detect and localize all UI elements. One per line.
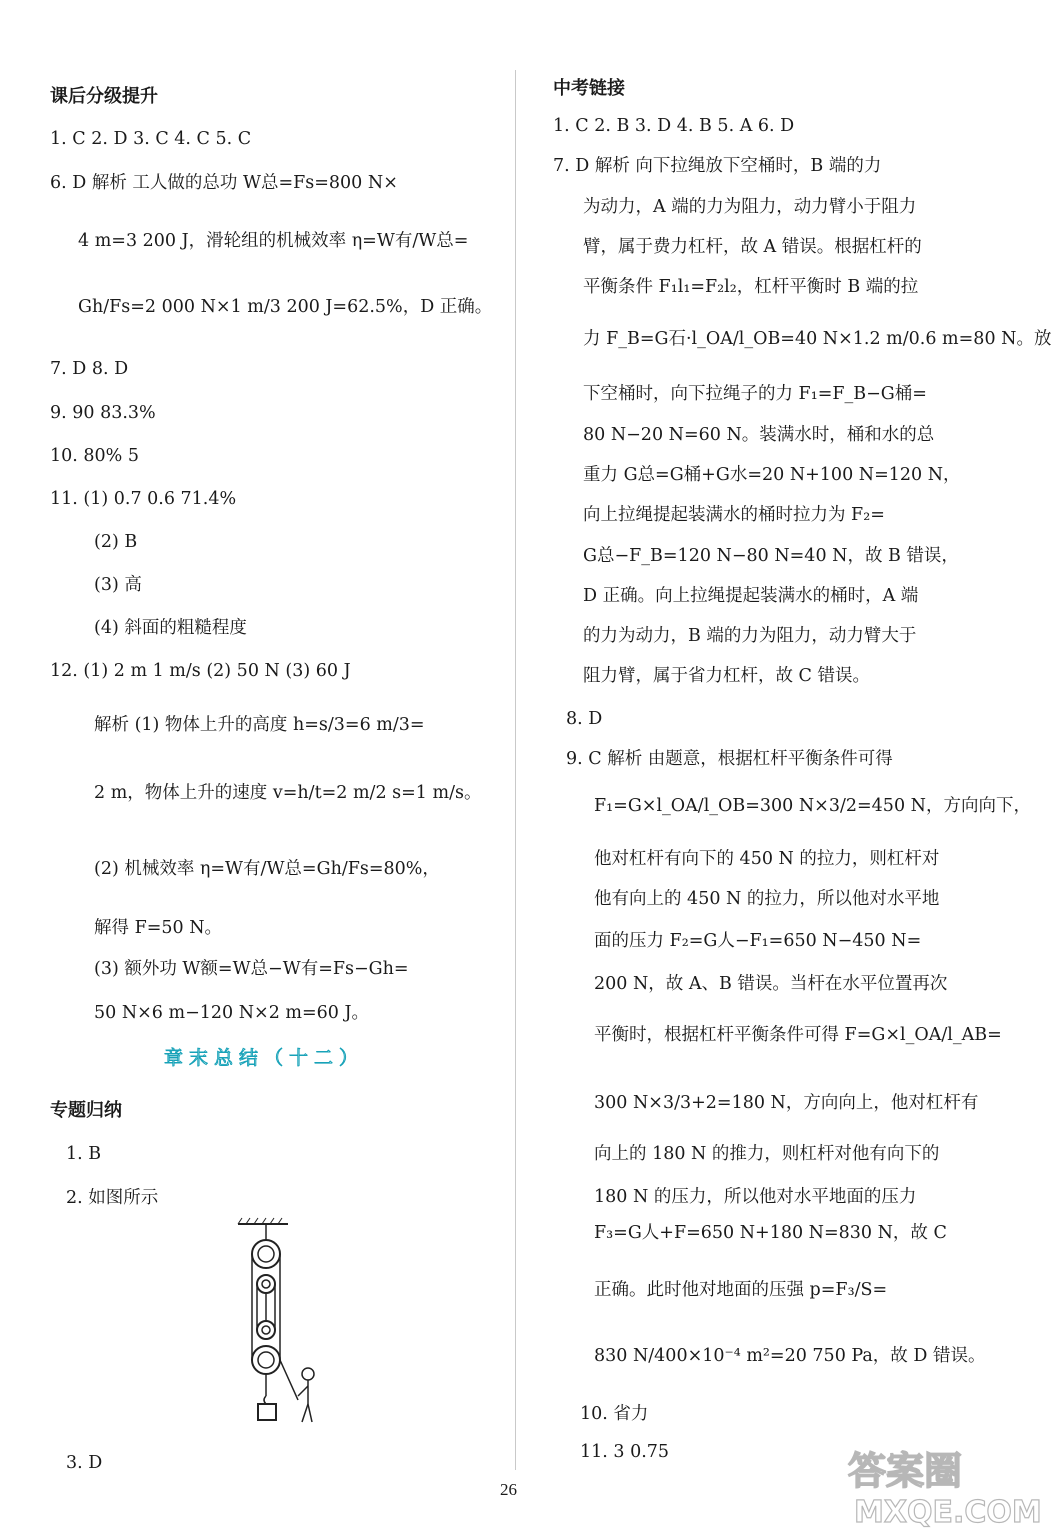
answer-line: 他对杠杆有向下的 450 N 的拉力，则杠杆对 <box>594 849 940 869</box>
answer-line: 9. 90 83.3% <box>50 403 156 423</box>
answer-line: 300 N×3/3+2=180 N，方向向上，他对杠杆有 <box>594 1093 979 1113</box>
answer-line: 7. D 解析 向下拉绳放下空桶时，B 端的力 <box>553 156 882 176</box>
answer-line: 的力为动力，B 端的力为阻力，动力臂大于 <box>583 626 917 646</box>
answer-line: 向上的 180 N 的推力，则杠杆对他有向下的 <box>594 1144 940 1164</box>
answer-line: 7. D 8. D <box>50 359 129 379</box>
answer-line: 力 F_B=G石·l_OA/l_OB=40 N×1.2 m/0.6 m=80 N。放 <box>583 329 1051 349</box>
answer-line: 8. D <box>566 709 603 729</box>
answer-line: (3) 高 <box>94 575 142 595</box>
answer-line: 9. C 解析 由题意，根据杠杆平衡条件可得 <box>566 749 893 769</box>
page-number: 26 <box>500 1480 517 1499</box>
answer-line: 2. 如图所示 <box>66 1188 159 1208</box>
answer-line: G总−F_B=120 N−80 N=40 N，故 B 错误， <box>583 546 959 566</box>
answer-line: (3) 额外功 W额=W总−W有=Fs−Gh= <box>94 959 409 979</box>
answer-line: 180 N 的压力，所以他对水平地面的压力 <box>594 1187 917 1207</box>
svg-text:MXQE.COM: MXQE.COM <box>854 1495 1042 1530</box>
answer-line: 解得 F=50 N。 <box>94 918 223 938</box>
answer-line: 为动力，A 端的力为阻力，动力臂小于阻力 <box>583 197 917 217</box>
answer-line: 平衡时，根据杠杆平衡条件可得 F=G×l_OA/l_AB= <box>594 1025 1002 1045</box>
answer-line: D 正确。向上拉绳提起装满水的桶时，A 端 <box>583 586 919 606</box>
answer-line: 面的压力 F₂=G人−F₁=650 N−450 N= <box>594 931 922 951</box>
answer-line: 80 N−20 N=60 N。装满水时，桶和水的总 <box>583 425 935 445</box>
section-heading-zhuanti: 专题归纳 <box>50 1100 122 1121</box>
chapter-title: 章末总结（十二） <box>164 1047 365 1069</box>
answer-line: 830 N/400×10⁻⁴ m²=20 750 Pa，故 D 错误。 <box>594 1346 986 1366</box>
answer-line: 解析 (1) 物体上升的高度 h=s/3=6 m/3= <box>94 715 425 735</box>
answer-line: (2) 机械效率 η=W有/W总=Gh/Fs=80%， <box>94 859 440 879</box>
answer-line: 阻力臂，属于省力杠杆，故 C 错误。 <box>583 666 871 686</box>
section-heading-zhongkao: 中考链接 <box>553 78 625 99</box>
svg-text:答案圈: 答案圈 <box>848 1449 963 1493</box>
answer-line: 臂，属于费力杠杆，故 A 错误。根据杠杆的 <box>583 237 922 257</box>
answer-line: (4) 斜面的粗糙程度 <box>94 618 247 638</box>
answer-line: 向上拉绳提起装满水的桶时拉力为 F₂= <box>583 505 885 525</box>
answer-line: Gh/Fs=2 000 N×1 m/3 200 J=62.5%，D 正确。 <box>78 297 493 317</box>
answer-line: 1. C 2. B 3. D 4. B 5. A 6. D <box>553 116 795 136</box>
answer-line: 平衡条件 F₁l₁=F₂l₂，杠杆平衡时 B 端的拉 <box>583 277 919 297</box>
answer-line: 他有向上的 450 N 的拉力，所以他对水平地 <box>594 889 940 909</box>
answer-line: (2) B <box>94 532 138 552</box>
column-divider <box>515 70 516 1470</box>
pulley-system-figure <box>236 1218 326 1428</box>
answer-line: 4 m=3 200 J，滑轮组的机械效率 η=W有/W总= <box>78 231 469 251</box>
answer-line: 1. B <box>66 1144 102 1164</box>
answer-line: 重力 G总=G桶+G水=20 N+100 N=120 N， <box>583 465 961 485</box>
section-heading-kehou: 课后分级提升 <box>50 86 158 107</box>
answer-line: 正确。此时他对地面的压强 p=F₃/S= <box>594 1280 888 1300</box>
answer-line: 200 N，故 A、B 错误。当杆在水平位置再次 <box>594 974 948 994</box>
answer-line: 6. D 解析 工人做的总功 W总=Fs=800 N× <box>50 173 398 193</box>
answer-line: 11. 3 0.75 <box>580 1442 670 1462</box>
answer-line: 1. C 2. D 3. C 4. C 5. C <box>50 129 252 149</box>
answer-line: F₁=G×l_OA/l_OB=300 N×3/2=450 N，方向向下， <box>594 796 1031 816</box>
answer-line: 10. 80% 5 <box>50 446 139 466</box>
answer-line: 下空桶时，向下拉绳子的力 F₁=F_B−G桶= <box>583 384 927 404</box>
answer-line: 11. (1) 0.7 0.6 71.4% <box>50 489 237 509</box>
answer-line: 10. 省力 <box>580 1404 649 1424</box>
answer-line: 50 N×6 m−120 N×2 m=60 J。 <box>94 1003 370 1023</box>
answer-line: F₃=G人+F=650 N+180 N=830 N，故 C <box>594 1223 947 1243</box>
watermark-logo <box>840 1440 1042 1530</box>
answer-line: 12. (1) 2 m 1 m/s (2) 50 N (3) 60 J <box>50 661 351 681</box>
answer-line: 3. D <box>66 1453 103 1473</box>
answer-line: 2 m，物体上升的速度 v=h/t=2 m/2 s=1 m/s。 <box>94 783 482 803</box>
